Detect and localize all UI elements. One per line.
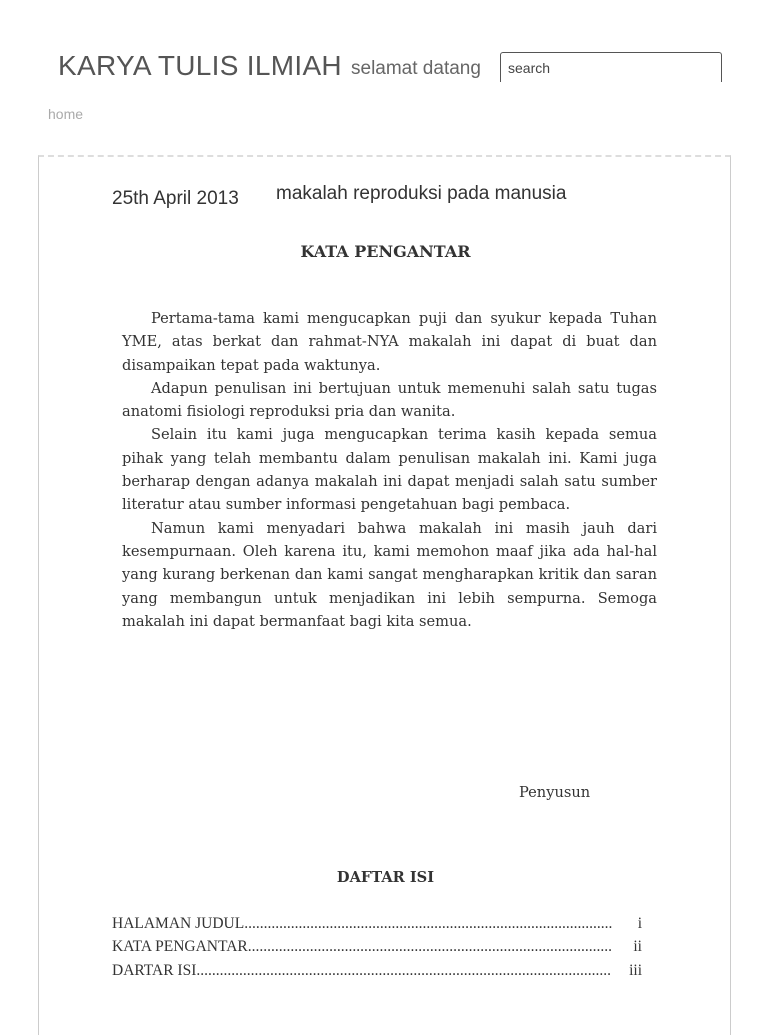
paragraph-3: Selain itu kami juga mengucapkan terima kasih kepada semua pihak yang telah membantu dalam penulisan makalah ini. Kami juga berharap dengan adanya makalah ini dapat menjadi salah satu sumber literatur atau sumber informasi pengetahuan bagi pembaca. [122, 426, 657, 514]
site-title[interactable]: KARYA TULIS ILMIAH [58, 50, 342, 81]
toc-leader-dots [196, 959, 612, 982]
paragraph-4: Namun kami menyadari bahwa makalah ini masih jauh dari kesempurnaan. Oleh karena itu, kami memohon maaf jika ada hal-hal yang kurang berkenan dan kami sangat mengharapkan kritik dan saran yang membangun untuk menjadikan ini lebih sempurna. Semoga makalah ini dapat bermanfaat bagi kita semua. [122, 519, 657, 630]
toc-label: KATA PENGANTAR [112, 938, 248, 956]
paragraph-2: Adapun penulisan ini bertujuan untuk memenuhi salah satu tugas anatomi fisiologi reproduksi pria dan wanita. [122, 379, 657, 421]
kata-pengantar-heading: KATA PENGANTAR [300, 242, 471, 261]
toc-row [112, 935, 642, 958]
toc-page-number: ii [633, 938, 642, 956]
paragraph-1: Pertama-tama kami mengucapkan puji dan syukur kepada Tuhan YME, atas berkat dan rahmat-NYA makalah ini dapat di buat dan disampaikan tepat pada waktunya. [122, 310, 657, 374]
toc-row [112, 959, 642, 982]
daftar-isi-heading: DAFTAR ISI [336, 869, 435, 886]
post-title[interactable]: makalah reproduksi pada manusia [276, 183, 567, 204]
signature: Penyusun [519, 784, 591, 801]
toc-leader-dots [244, 912, 612, 935]
post-body [122, 307, 657, 633]
toc-row [112, 912, 642, 935]
search-box[interactable] [500, 52, 722, 82]
toc-page-number: iii [629, 961, 642, 979]
site-tagline: selamat datang [351, 58, 481, 79]
toc-label: DARTAR ISI [112, 961, 197, 979]
search-input[interactable] [501, 53, 721, 82]
toc-label: HALAMAN JUDUL [112, 915, 245, 932]
blog-header [0, 0, 768, 150]
toc-page-number: i [637, 915, 642, 932]
post-date: 25th April 2013 [112, 188, 239, 209]
nav-home-link[interactable]: home [48, 106, 84, 122]
table-of-contents [112, 912, 642, 982]
toc-leader-dots [248, 935, 612, 958]
post-card [38, 155, 731, 1035]
